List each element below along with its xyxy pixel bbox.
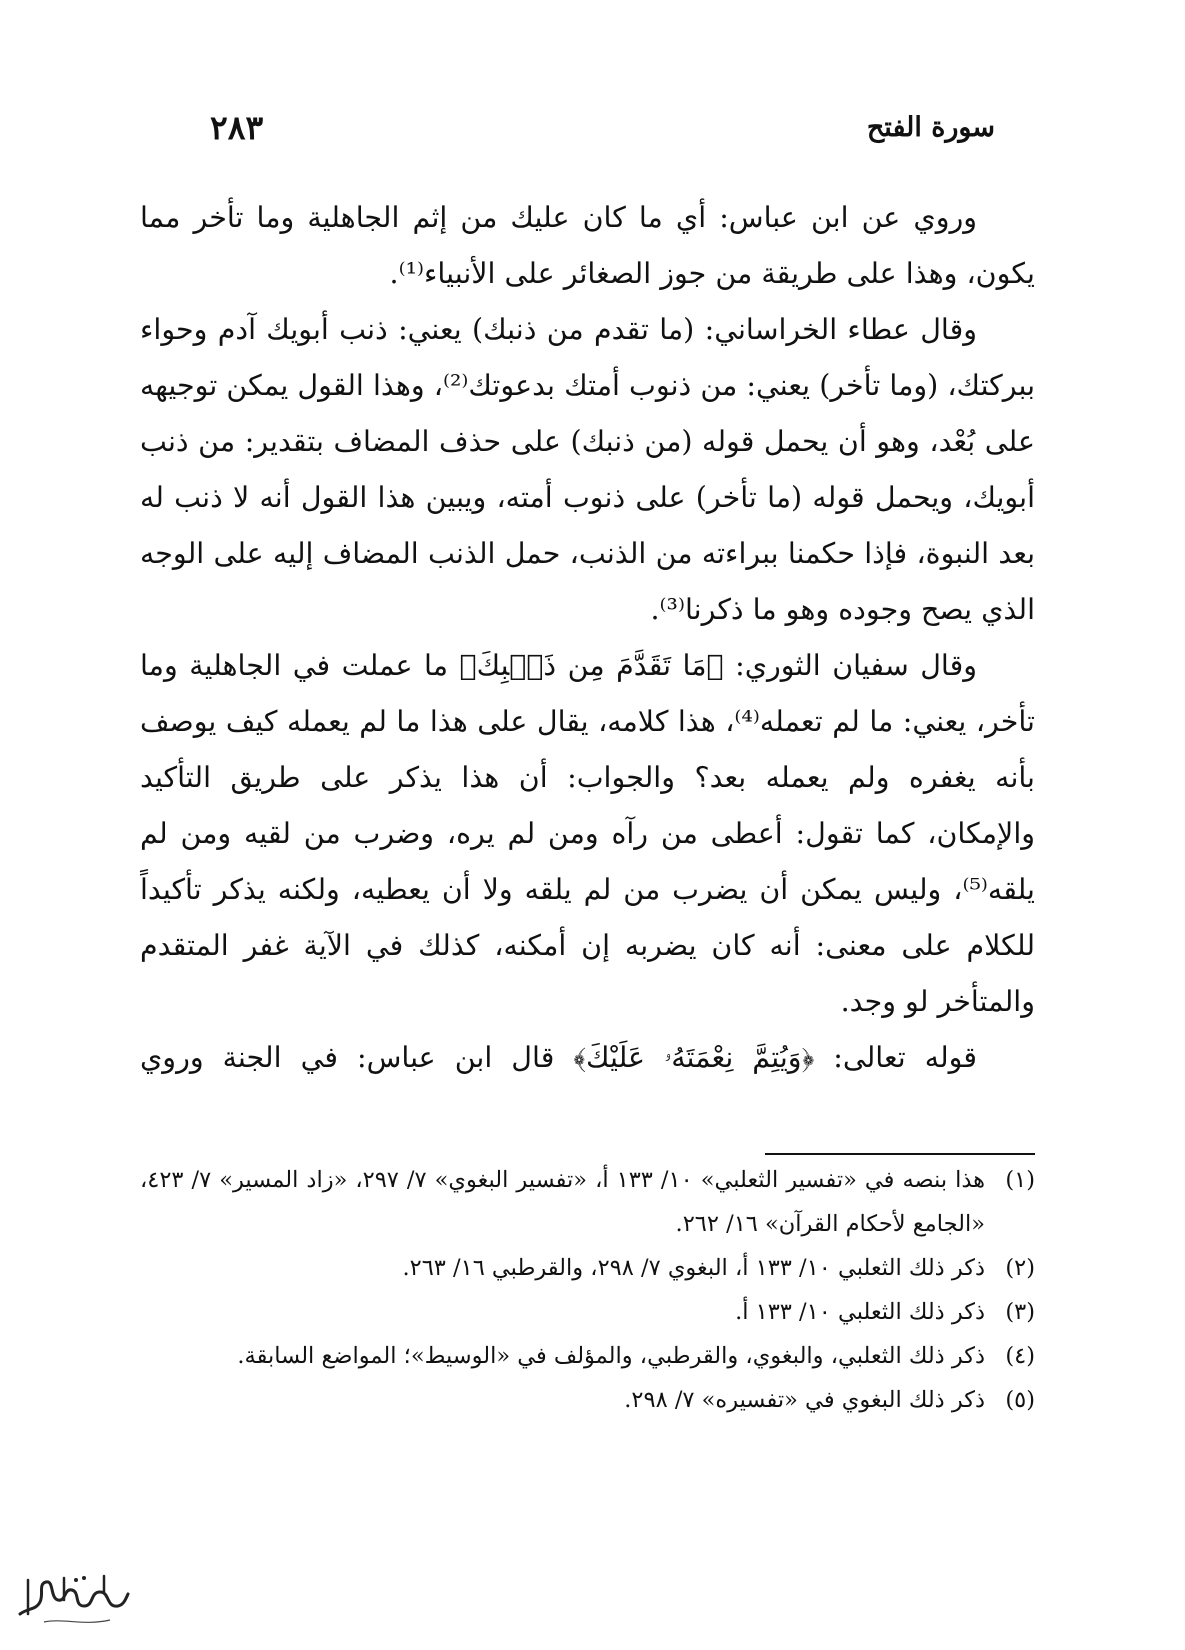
- footnote-text: هذا بنصه في «تفسير الثعلبي» ١٠/ ١٣٣ أ، «تفسير البغوي» ٧/ ٢٩٧، «زاد المسير» ٧/ ٤٢٣، «الجامع لأحكام القرآن» ١٦/ ٢٦٢.: [140, 1167, 986, 1237]
- footnote-text: ذكر ذلك الثعلبي، والبغوي، والقرطبي، والمؤلف في «الوسيط»؛ المواضع السابقة.: [237, 1343, 985, 1369]
- footnotes: [140, 1158, 1035, 1422]
- calligraphy-logo-icon: [14, 1570, 132, 1632]
- paragraph: وقال عطاء الخراساني: (ما تقدم من ذنبك) يعني: ذنب أبويك آدم وحواء ببركتك، (وما تأخر) يعني: من ذنوب أمتك بدعوتك⁽²⁾، وهذا القول يمكن توجيهه على بُعْد، وهو أن يحمل قوله (من ذنبك) على حذف المضاف بتقدير: من ذنب أبويك، ويحمل قوله (ما تأخر) على ذنوب أمته، ويبين هذا القول أنه لا ذنب له بعد النبوة، فإذا حكمنا ببراءته من الذنب، حمل الذنب المضاف إليه على الوجه الذي يصح وجوده وهو ما ذكرنا⁽³⁾.: [140, 313, 1036, 626]
- page-number: ٢٨٣: [210, 108, 264, 147]
- footnote: [140, 1334, 1035, 1378]
- paragraph: وروي عن ابن عباس: أي ما كان عليك من إثم الجاهلية وما تأخر مما يكون، وهذا على طريقة من جوز الصغائر على الأنبياء⁽¹⁾.: [140, 201, 1035, 290]
- page-header: [210, 108, 995, 158]
- footnote-number: (١): [1005, 1167, 1035, 1193]
- footnote: [140, 1290, 1035, 1334]
- footnote: [140, 1378, 1035, 1422]
- footnote: [140, 1246, 1035, 1290]
- footnote-separator: [765, 1153, 1035, 1155]
- footnote-number: (٣): [1005, 1299, 1035, 1325]
- paragraph: قوله تعالى: ﴿وَيُتِمَّ نِعْمَتَهُۥ عَلَيْكَ﴾ قال ابن عباس: في الجنة وروي: [140, 1041, 977, 1074]
- main-text: [140, 190, 1035, 1086]
- footnote-text: ذكر ذلك البغوي في «تفسيره» ٧/ ٢٩٨.: [624, 1387, 985, 1413]
- surah-title: سورة الفتح: [866, 112, 995, 143]
- paragraph: وقال سفيان الثوري: ﴿مَا تَقَدَّمَ مِن ذَنۢبِكَ﴾ ما عملت في الجاهلية وما تأخر، يعني: ما لم تعمله⁽⁴⁾، هذا كلامه، يقال على هذا ما لم يعمله كيف يوصف بأنه يغفره ولم يعمله بعد؟ والجواب: أن هذا يذكر على طريق التأكيد والإمكان، كما تقول: أعطى من رآه ومن لم يره، وضرب من لقيه ومن لم يلقه⁽⁵⁾، وليس يمكن أن يضرب من لم يلقه ولا أن يعطيه، ولكنه يذكر تأكيداً للكلام على معنى: أنه كان يضربه إن أمكنه، كذلك في الآية غفر المتقدم والمتأخر لو وجد.: [140, 649, 1035, 1018]
- footnote-number: (٤): [1005, 1343, 1035, 1369]
- footnote-number: (٢): [1005, 1255, 1035, 1281]
- footnote-text: ذكر ذلك الثعلبي ١٠/ ١٣٣ أ.: [735, 1299, 985, 1325]
- footnote: [140, 1158, 1035, 1246]
- footnote-number: (٥): [1005, 1387, 1035, 1413]
- footnote-text: ذكر ذلك الثعلبي ١٠/ ١٣٣ أ، البغوي ٧/ ٢٩٨، والقرطبي ١٦/ ٢٦٣.: [402, 1255, 985, 1281]
